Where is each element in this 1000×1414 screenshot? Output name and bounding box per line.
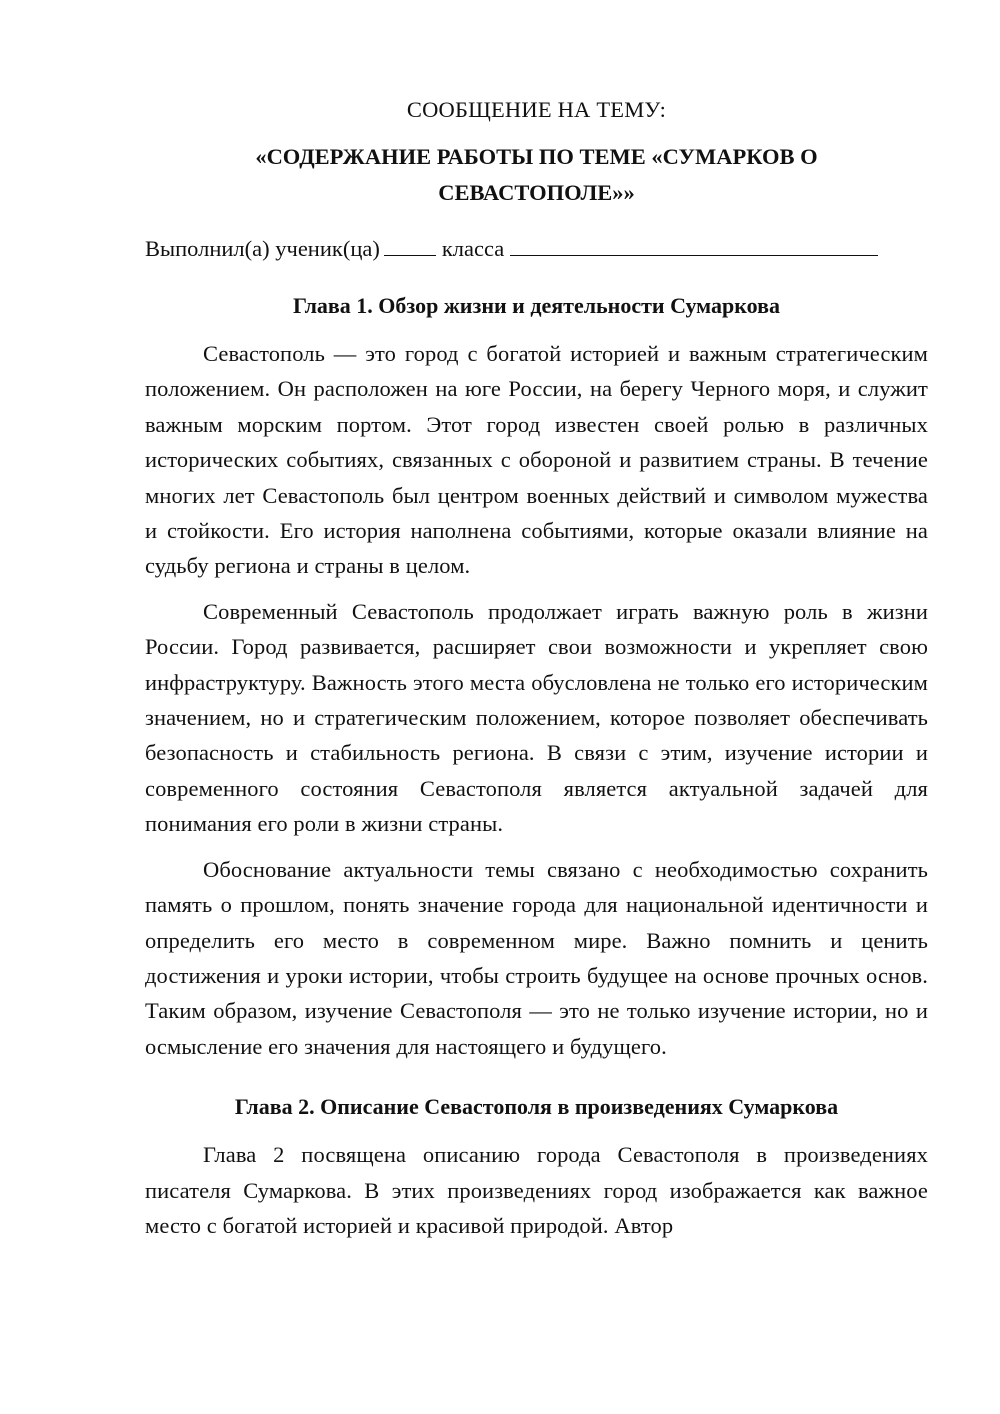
chapter-1-paragraph: Севастополь — это город с богатой историей и важным стратегическим положением. Он расположен на юге России, на берегу Черного моря, и служит важным морским портом. Этот город известен своей ролью в различных исторических событиях, связанных с обороной и развитием страны. В течение многих лет Севастополь был центром военных действий и символом мужества и стойкости. Его история наполнена событиями, которые оказали влияние на судьбу региона и страны в целом. (145, 341, 928, 579)
author-line (145, 231, 928, 267)
name-blank (510, 237, 878, 256)
document-header: СООБЩЕНИЕ НА ТЕМУ: (406, 97, 667, 122)
document-title: «СОДЕРЖАНИЕ РАБОТЫ ПО ТЕМЕ «СУМАРКОВ О СЕВАСТОПОЛЕ»» (255, 144, 818, 205)
author-label: Выполнил(а) ученик(ца) (145, 236, 380, 261)
chapter-2-paragraph: Глава 2 посвящена описанию города Севастополя в произведениях писателя Сумаркова. В этих произведениях город изображается как важное место с богатой историей и красивой природой. Автор (145, 1142, 928, 1238)
chapter-2-heading: Глава 2. Описание Севастополя в произведениях Сумаркова (234, 1094, 839, 1120)
chapter-1-heading: Глава 1. Обзор жизни и деятельности Сумаркова (293, 293, 780, 318)
chapter-1-paragraph: Обоснование актуальности темы связано с необходимостью сохранить память о прошлом, понять значение города для национальной идентичности и определить его место в современном мире. Важно помнить и ценить достижения и уроки истории, чтобы строить будущее на основе прочных основ. Таким образом, изучение Севастополя — это не только изучение истории, но и осмысление его значения для настоящего и будущего. (145, 856, 928, 1059)
chapter-1-paragraph: Современный Севастополь продолжает играть важную роль в жизни России. Город развивается, расширяет свои возможности и укрепляет свою инфраструктуру. Важность этого места обусловлена не только его историческим значением, но и стратегическим положением, которое позволяет обеспечивать безопасность и стабильность региона. В связи с этим, изучение истории и современного состояния Севастополя является актуальной задачей для понимания его роли в жизни страны. (145, 598, 928, 837)
grade-blank (384, 237, 436, 256)
document-page (145, 92, 928, 1253)
class-label: класса (441, 236, 505, 261)
